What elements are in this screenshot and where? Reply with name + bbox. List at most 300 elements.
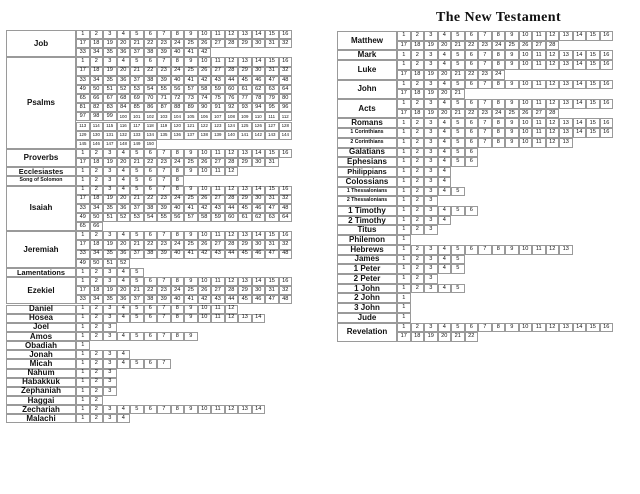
chapter-cell[interactable]: 22 — [144, 286, 158, 295]
chapter-cell[interactable]: 2 — [411, 245, 425, 255]
chapter-cell[interactable]: 7 — [478, 323, 492, 333]
chapter-cell[interactable]: 39 — [157, 204, 171, 213]
chapter-cell[interactable]: 42 — [198, 76, 212, 85]
chapter-cell[interactable]: 47 — [265, 250, 279, 259]
chapter-cell[interactable]: 5 — [451, 99, 465, 109]
chapter-cell[interactable]: 2 — [90, 57, 104, 66]
chapter-cell[interactable]: 23 — [478, 41, 492, 51]
chapter-cell[interactable]: 8 — [171, 332, 185, 341]
chapter-cell[interactable]: 26 — [198, 195, 212, 204]
chapter-cell[interactable]: 3 — [103, 332, 117, 341]
chapter-cell[interactable]: 3 — [424, 157, 438, 167]
chapter-cell[interactable]: 28 — [225, 39, 239, 48]
chapter-cell[interactable]: 26 — [519, 109, 533, 119]
chapter-cell[interactable]: 22 — [465, 109, 479, 119]
chapter-cell[interactable]: 8 — [492, 80, 506, 90]
chapter-cell[interactable]: 4 — [117, 277, 131, 286]
chapter-cell[interactable]: 64 — [279, 85, 293, 94]
chapter-cell[interactable]: 10 — [519, 138, 533, 148]
chapter-cell[interactable]: 20 — [438, 109, 452, 119]
chapter-cell[interactable]: 73 — [184, 94, 198, 103]
chapter-cell[interactable]: 35 — [103, 76, 117, 85]
chapter-cell[interactable]: 55 — [157, 85, 171, 94]
chapter-cell[interactable]: 148 — [117, 140, 131, 149]
chapter-cell[interactable]: 13 — [238, 231, 252, 240]
chapter-cell[interactable]: 33 — [76, 250, 90, 259]
chapter-cell[interactable]: 8 — [492, 245, 506, 255]
chapter-cell[interactable]: 10 — [198, 149, 212, 158]
chapter-cell[interactable]: 49 — [76, 213, 90, 222]
chapter-cell[interactable]: 12 — [225, 186, 239, 195]
chapter-cell[interactable]: 107 — [211, 112, 225, 121]
chapter-cell[interactable]: 3 — [103, 387, 117, 396]
chapter-cell[interactable]: 54 — [144, 85, 158, 94]
chapter-cell[interactable]: 69 — [130, 94, 144, 103]
chapter-cell[interactable]: 12 — [225, 149, 239, 158]
chapter-cell[interactable]: 15 — [265, 231, 279, 240]
chapter-cell[interactable]: 16 — [279, 149, 293, 158]
chapter-cell[interactable]: 1 — [76, 414, 90, 423]
chapter-cell[interactable]: 79 — [265, 94, 279, 103]
chapter-cell[interactable]: 3 — [424, 80, 438, 90]
chapter-cell[interactable]: 37 — [130, 76, 144, 85]
chapter-cell[interactable]: 51 — [103, 213, 117, 222]
chapter-cell[interactable]: 9 — [505, 128, 519, 138]
chapter-cell[interactable]: 149 — [130, 140, 144, 149]
chapter-cell[interactable]: 10 — [198, 57, 212, 66]
chapter-cell[interactable]: 24 — [171, 195, 185, 204]
chapter-cell[interactable]: 25 — [184, 39, 198, 48]
chapter-cell[interactable]: 23 — [157, 240, 171, 249]
chapter-cell[interactable]: 2 — [411, 80, 425, 90]
chapter-cell[interactable]: 37 — [130, 204, 144, 213]
chapter-cell[interactable]: 13 — [238, 57, 252, 66]
chapter-cell[interactable]: 33 — [76, 76, 90, 85]
chapter-cell[interactable]: 22 — [144, 240, 158, 249]
chapter-cell[interactable]: 15 — [586, 31, 600, 41]
chapter-cell[interactable]: 66 — [90, 94, 104, 103]
chapter-cell[interactable]: 114 — [90, 122, 104, 131]
chapter-cell[interactable]: 16 — [279, 231, 293, 240]
chapter-cell[interactable]: 21 — [130, 286, 144, 295]
chapter-cell[interactable]: 13 — [559, 323, 573, 333]
chapter-cell[interactable]: 46 — [252, 204, 266, 213]
chapter-cell[interactable]: 49 — [76, 85, 90, 94]
chapter-cell[interactable]: 58 — [198, 213, 212, 222]
chapter-cell[interactable]: 5 — [130, 167, 144, 176]
chapter-cell[interactable]: 13 — [559, 128, 573, 138]
chapter-cell[interactable]: 4 — [117, 57, 131, 66]
chapter-cell[interactable]: 13 — [559, 138, 573, 148]
chapter-cell[interactable]: 9 — [184, 30, 198, 39]
chapter-cell[interactable]: 8 — [171, 305, 185, 314]
chapter-cell[interactable]: 32 — [279, 39, 293, 48]
chapter-cell[interactable]: 22 — [144, 158, 158, 167]
chapter-cell[interactable]: 34 — [90, 250, 104, 259]
chapter-cell[interactable]: 4 — [117, 149, 131, 158]
chapter-cell[interactable]: 62 — [252, 213, 266, 222]
chapter-cell[interactable]: 137 — [184, 131, 198, 140]
chapter-cell[interactable]: 7 — [157, 405, 171, 414]
chapter-cell[interactable]: 19 — [103, 286, 117, 295]
chapter-cell[interactable]: 4 — [438, 118, 452, 128]
chapter-cell[interactable]: 27 — [211, 158, 225, 167]
chapter-cell[interactable]: 45 — [238, 76, 252, 85]
chapter-cell[interactable]: 14 — [252, 149, 266, 158]
chapter-cell[interactable]: 3 — [424, 138, 438, 148]
chapter-cell[interactable]: 1 — [76, 350, 90, 359]
chapter-cell[interactable]: 10 — [198, 277, 212, 286]
chapter-cell[interactable]: 1 — [76, 305, 90, 314]
chapter-cell[interactable]: 5 — [130, 277, 144, 286]
chapter-cell[interactable]: 19 — [424, 70, 438, 80]
chapter-cell[interactable]: 3 — [424, 31, 438, 41]
chapter-cell[interactable]: 22 — [144, 39, 158, 48]
chapter-cell[interactable]: 9 — [184, 57, 198, 66]
chapter-cell[interactable]: 12 — [225, 167, 239, 176]
chapter-cell[interactable]: 6 — [465, 31, 479, 41]
chapter-cell[interactable]: 6 — [144, 359, 158, 368]
chapter-cell[interactable]: 18 — [411, 332, 425, 342]
chapter-cell[interactable]: 13 — [559, 80, 573, 90]
chapter-cell[interactable]: 1 — [397, 313, 411, 323]
chapter-cell[interactable]: 22 — [465, 332, 479, 342]
chapter-cell[interactable]: 2 — [411, 31, 425, 41]
chapter-cell[interactable]: 1 — [397, 235, 411, 245]
chapter-cell[interactable]: 14 — [573, 118, 587, 128]
chapter-cell[interactable]: 1 — [397, 225, 411, 235]
chapter-cell[interactable]: 4 — [117, 176, 131, 185]
chapter-cell[interactable]: 10 — [198, 314, 212, 323]
chapter-cell[interactable]: 146 — [90, 140, 104, 149]
chapter-cell[interactable]: 20 — [117, 158, 131, 167]
chapter-cell[interactable]: 38 — [144, 295, 158, 304]
chapter-cell[interactable]: 26 — [519, 41, 533, 51]
chapter-cell[interactable]: 42 — [198, 48, 212, 57]
chapter-cell[interactable]: 17 — [76, 39, 90, 48]
chapter-cell[interactable]: 112 — [279, 112, 293, 121]
chapter-cell[interactable]: 71 — [157, 94, 171, 103]
chapter-cell[interactable]: 3 — [103, 359, 117, 368]
chapter-cell[interactable]: 27 — [211, 67, 225, 76]
chapter-cell[interactable]: 10 — [519, 118, 533, 128]
chapter-cell[interactable]: 38 — [144, 250, 158, 259]
chapter-cell[interactable]: 11 — [532, 245, 546, 255]
chapter-cell[interactable]: 15 — [586, 80, 600, 90]
chapter-cell[interactable]: 8 — [492, 138, 506, 148]
chapter-cell[interactable]: 1 — [397, 60, 411, 70]
chapter-cell[interactable]: 57 — [184, 213, 198, 222]
chapter-cell[interactable]: 1 — [397, 118, 411, 128]
chapter-cell[interactable]: 8 — [171, 405, 185, 414]
chapter-cell[interactable]: 5 — [451, 80, 465, 90]
chapter-cell[interactable]: 11 — [532, 31, 546, 41]
chapter-cell[interactable]: 10 — [519, 80, 533, 90]
chapter-cell[interactable]: 21 — [130, 158, 144, 167]
chapter-cell[interactable]: 10 — [198, 305, 212, 314]
chapter-cell[interactable]: 5 — [130, 176, 144, 185]
chapter-cell[interactable]: 6 — [465, 323, 479, 333]
chapter-cell[interactable]: 29 — [238, 39, 252, 48]
chapter-cell[interactable]: 7 — [478, 31, 492, 41]
chapter-cell[interactable]: 5 — [451, 138, 465, 148]
chapter-cell[interactable]: 4 — [438, 148, 452, 158]
chapter-cell[interactable]: 60 — [225, 85, 239, 94]
chapter-cell[interactable]: 10 — [198, 167, 212, 176]
chapter-cell[interactable]: 91 — [211, 103, 225, 112]
chapter-cell[interactable]: 27 — [532, 41, 546, 51]
chapter-cell[interactable]: 5 — [451, 157, 465, 167]
chapter-cell[interactable]: 3 — [424, 255, 438, 265]
chapter-cell[interactable]: 3 — [424, 148, 438, 158]
chapter-cell[interactable]: 1 — [76, 359, 90, 368]
chapter-cell[interactable]: 9 — [184, 149, 198, 158]
chapter-cell[interactable]: 6 — [144, 314, 158, 323]
chapter-cell[interactable]: 11 — [211, 405, 225, 414]
chapter-cell[interactable]: 20 — [117, 240, 131, 249]
chapter-cell[interactable]: 15 — [586, 118, 600, 128]
chapter-cell[interactable]: 105 — [184, 112, 198, 121]
chapter-cell[interactable]: 11 — [211, 57, 225, 66]
chapter-cell[interactable]: 92 — [225, 103, 239, 112]
chapter-cell[interactable]: 5 — [451, 31, 465, 41]
chapter-cell[interactable]: 13 — [559, 60, 573, 70]
chapter-cell[interactable]: 1 — [397, 216, 411, 226]
chapter-cell[interactable]: 20 — [117, 195, 131, 204]
chapter-cell[interactable]: 11 — [211, 277, 225, 286]
chapter-cell[interactable]: 50 — [90, 259, 104, 268]
chapter-cell[interactable]: 98 — [90, 112, 104, 121]
chapter-cell[interactable]: 12 — [546, 323, 560, 333]
chapter-cell[interactable]: 4 — [438, 245, 452, 255]
chapter-cell[interactable]: 8 — [171, 167, 185, 176]
chapter-cell[interactable]: 41 — [184, 204, 198, 213]
chapter-cell[interactable]: 9 — [184, 314, 198, 323]
chapter-cell[interactable]: 1 — [397, 264, 411, 274]
chapter-cell[interactable]: 8 — [492, 60, 506, 70]
chapter-cell[interactable]: 3 — [103, 277, 117, 286]
chapter-cell[interactable]: 13 — [238, 149, 252, 158]
chapter-cell[interactable]: 12 — [225, 405, 239, 414]
chapter-cell[interactable]: 33 — [76, 204, 90, 213]
chapter-cell[interactable]: 4 — [117, 231, 131, 240]
chapter-cell[interactable]: 14 — [252, 314, 266, 323]
chapter-cell[interactable]: 150 — [144, 140, 158, 149]
chapter-cell[interactable]: 13 — [238, 405, 252, 414]
chapter-cell[interactable]: 27 — [211, 39, 225, 48]
chapter-cell[interactable]: 25 — [505, 109, 519, 119]
chapter-cell[interactable]: 17 — [76, 195, 90, 204]
chapter-cell[interactable]: 51 — [103, 85, 117, 94]
chapter-cell[interactable]: 11 — [532, 60, 546, 70]
chapter-cell[interactable]: 8 — [171, 57, 185, 66]
chapter-cell[interactable]: 15 — [586, 60, 600, 70]
chapter-cell[interactable]: 40 — [171, 250, 185, 259]
chapter-cell[interactable]: 3 — [424, 177, 438, 187]
chapter-cell[interactable]: 11 — [532, 128, 546, 138]
chapter-cell[interactable]: 18 — [411, 109, 425, 119]
chapter-cell[interactable]: 36 — [117, 76, 131, 85]
chapter-cell[interactable]: 34 — [90, 76, 104, 85]
chapter-cell[interactable]: 12 — [225, 30, 239, 39]
chapter-cell[interactable]: 15 — [265, 277, 279, 286]
chapter-cell[interactable]: 45 — [238, 295, 252, 304]
chapter-cell[interactable]: 61 — [238, 213, 252, 222]
chapter-cell[interactable]: 15 — [586, 99, 600, 109]
chapter-cell[interactable]: 5 — [130, 359, 144, 368]
chapter-cell[interactable]: 25 — [184, 286, 198, 295]
chapter-cell[interactable]: 4 — [438, 80, 452, 90]
chapter-cell[interactable]: 55 — [157, 213, 171, 222]
chapter-cell[interactable]: 5 — [451, 255, 465, 265]
chapter-cell[interactable]: 35 — [103, 48, 117, 57]
chapter-cell[interactable]: 102 — [144, 112, 158, 121]
chapter-cell[interactable]: 138 — [198, 131, 212, 140]
chapter-cell[interactable]: 111 — [265, 112, 279, 121]
chapter-cell[interactable]: 95 — [265, 103, 279, 112]
chapter-cell[interactable]: 6 — [144, 186, 158, 195]
chapter-cell[interactable]: 10 — [519, 60, 533, 70]
chapter-cell[interactable]: 7 — [157, 314, 171, 323]
chapter-cell[interactable]: 17 — [76, 158, 90, 167]
chapter-cell[interactable]: 4 — [117, 359, 131, 368]
chapter-cell[interactable]: 2 — [90, 149, 104, 158]
chapter-cell[interactable]: 47 — [265, 295, 279, 304]
chapter-cell[interactable]: 1 — [76, 186, 90, 195]
chapter-cell[interactable]: 14 — [573, 60, 587, 70]
chapter-cell[interactable]: 12 — [546, 128, 560, 138]
chapter-cell[interactable]: 20 — [117, 286, 131, 295]
chapter-cell[interactable]: 5 — [451, 128, 465, 138]
chapter-cell[interactable]: 19 — [103, 240, 117, 249]
chapter-cell[interactable]: 10 — [519, 99, 533, 109]
chapter-cell[interactable]: 4 — [438, 177, 452, 187]
chapter-cell[interactable]: 29 — [238, 240, 252, 249]
chapter-cell[interactable]: 90 — [198, 103, 212, 112]
chapter-cell[interactable]: 56 — [171, 213, 185, 222]
chapter-cell[interactable]: 10 — [519, 245, 533, 255]
chapter-cell[interactable]: 117 — [130, 122, 144, 131]
chapter-cell[interactable]: 38 — [144, 76, 158, 85]
chapter-cell[interactable]: 5 — [130, 57, 144, 66]
chapter-cell[interactable]: 41 — [184, 76, 198, 85]
chapter-cell[interactable]: 13 — [238, 30, 252, 39]
chapter-cell[interactable]: 2 — [90, 369, 104, 378]
chapter-cell[interactable]: 53 — [130, 85, 144, 94]
chapter-cell[interactable]: 3 — [424, 264, 438, 274]
chapter-cell[interactable]: 20 — [438, 41, 452, 51]
chapter-cell[interactable]: 60 — [225, 213, 239, 222]
chapter-cell[interactable]: 9 — [505, 99, 519, 109]
chapter-cell[interactable]: 11 — [211, 30, 225, 39]
chapter-cell[interactable]: 29 — [238, 158, 252, 167]
chapter-cell[interactable]: 86 — [144, 103, 158, 112]
chapter-cell[interactable]: 120 — [171, 122, 185, 131]
chapter-cell[interactable]: 3 — [424, 50, 438, 60]
chapter-cell[interactable]: 5 — [130, 149, 144, 158]
chapter-cell[interactable]: 101 — [130, 112, 144, 121]
chapter-cell[interactable]: 4 — [117, 332, 131, 341]
chapter-cell[interactable]: 4 — [117, 414, 131, 423]
chapter-cell[interactable]: 3 — [424, 99, 438, 109]
chapter-cell[interactable]: 11 — [211, 231, 225, 240]
chapter-cell[interactable]: 30 — [252, 39, 266, 48]
chapter-cell[interactable]: 26 — [198, 39, 212, 48]
chapter-cell[interactable]: 47 — [265, 204, 279, 213]
chapter-cell[interactable]: 2 — [90, 305, 104, 314]
chapter-cell[interactable]: 32 — [279, 286, 293, 295]
chapter-cell[interactable]: 46 — [252, 295, 266, 304]
chapter-cell[interactable]: 34 — [90, 48, 104, 57]
chapter-cell[interactable]: 3 — [424, 274, 438, 284]
chapter-cell[interactable]: 1 — [76, 396, 90, 405]
chapter-cell[interactable]: 88 — [171, 103, 185, 112]
chapter-cell[interactable]: 1 — [397, 99, 411, 109]
chapter-cell[interactable]: 3 — [424, 60, 438, 70]
chapter-cell[interactable]: 5 — [130, 305, 144, 314]
chapter-cell[interactable]: 32 — [279, 67, 293, 76]
chapter-cell[interactable]: 5 — [451, 187, 465, 197]
chapter-cell[interactable]: 1 — [397, 177, 411, 187]
chapter-cell[interactable]: 10 — [519, 31, 533, 41]
chapter-cell[interactable]: 110 — [252, 112, 266, 121]
chapter-cell[interactable]: 6 — [144, 30, 158, 39]
chapter-cell[interactable]: 5 — [130, 231, 144, 240]
chapter-cell[interactable]: 42 — [198, 204, 212, 213]
chapter-cell[interactable]: 12 — [546, 80, 560, 90]
chapter-cell[interactable]: 74 — [198, 94, 212, 103]
chapter-cell[interactable]: 11 — [532, 80, 546, 90]
chapter-cell[interactable]: 1 — [397, 50, 411, 60]
chapter-cell[interactable]: 35 — [103, 295, 117, 304]
chapter-cell[interactable]: 1 — [76, 176, 90, 185]
chapter-cell[interactable]: 15 — [586, 50, 600, 60]
chapter-cell[interactable]: 37 — [130, 295, 144, 304]
chapter-cell[interactable]: 9 — [505, 31, 519, 41]
chapter-cell[interactable]: 34 — [90, 295, 104, 304]
chapter-cell[interactable]: 7 — [157, 231, 171, 240]
chapter-cell[interactable]: 19 — [424, 89, 438, 99]
chapter-cell[interactable]: 2 — [90, 30, 104, 39]
chapter-cell[interactable]: 23 — [157, 67, 171, 76]
chapter-cell[interactable]: 40 — [171, 76, 185, 85]
chapter-cell[interactable]: 2 — [90, 231, 104, 240]
chapter-cell[interactable]: 14 — [252, 30, 266, 39]
chapter-cell[interactable]: 27 — [211, 240, 225, 249]
chapter-cell[interactable]: 45 — [238, 204, 252, 213]
chapter-cell[interactable]: 24 — [171, 240, 185, 249]
chapter-cell[interactable]: 12 — [546, 50, 560, 60]
chapter-cell[interactable]: 93 — [238, 103, 252, 112]
chapter-cell[interactable]: 6 — [144, 405, 158, 414]
chapter-cell[interactable]: 17 — [397, 109, 411, 119]
chapter-cell[interactable]: 7 — [157, 186, 171, 195]
chapter-cell[interactable]: 14 — [573, 31, 587, 41]
chapter-cell[interactable]: 147 — [103, 140, 117, 149]
chapter-cell[interactable]: 26 — [198, 286, 212, 295]
chapter-cell[interactable]: 113 — [76, 122, 90, 131]
chapter-cell[interactable]: 1 — [397, 187, 411, 197]
chapter-cell[interactable]: 2 — [90, 323, 104, 332]
chapter-cell[interactable]: 5 — [130, 314, 144, 323]
chapter-cell[interactable]: 12 — [546, 60, 560, 70]
chapter-cell[interactable]: 9 — [184, 405, 198, 414]
chapter-cell[interactable]: 23 — [157, 158, 171, 167]
chapter-cell[interactable]: 20 — [117, 39, 131, 48]
chapter-cell[interactable]: 4 — [117, 405, 131, 414]
chapter-cell[interactable]: 48 — [279, 76, 293, 85]
chapter-cell[interactable]: 7 — [157, 305, 171, 314]
